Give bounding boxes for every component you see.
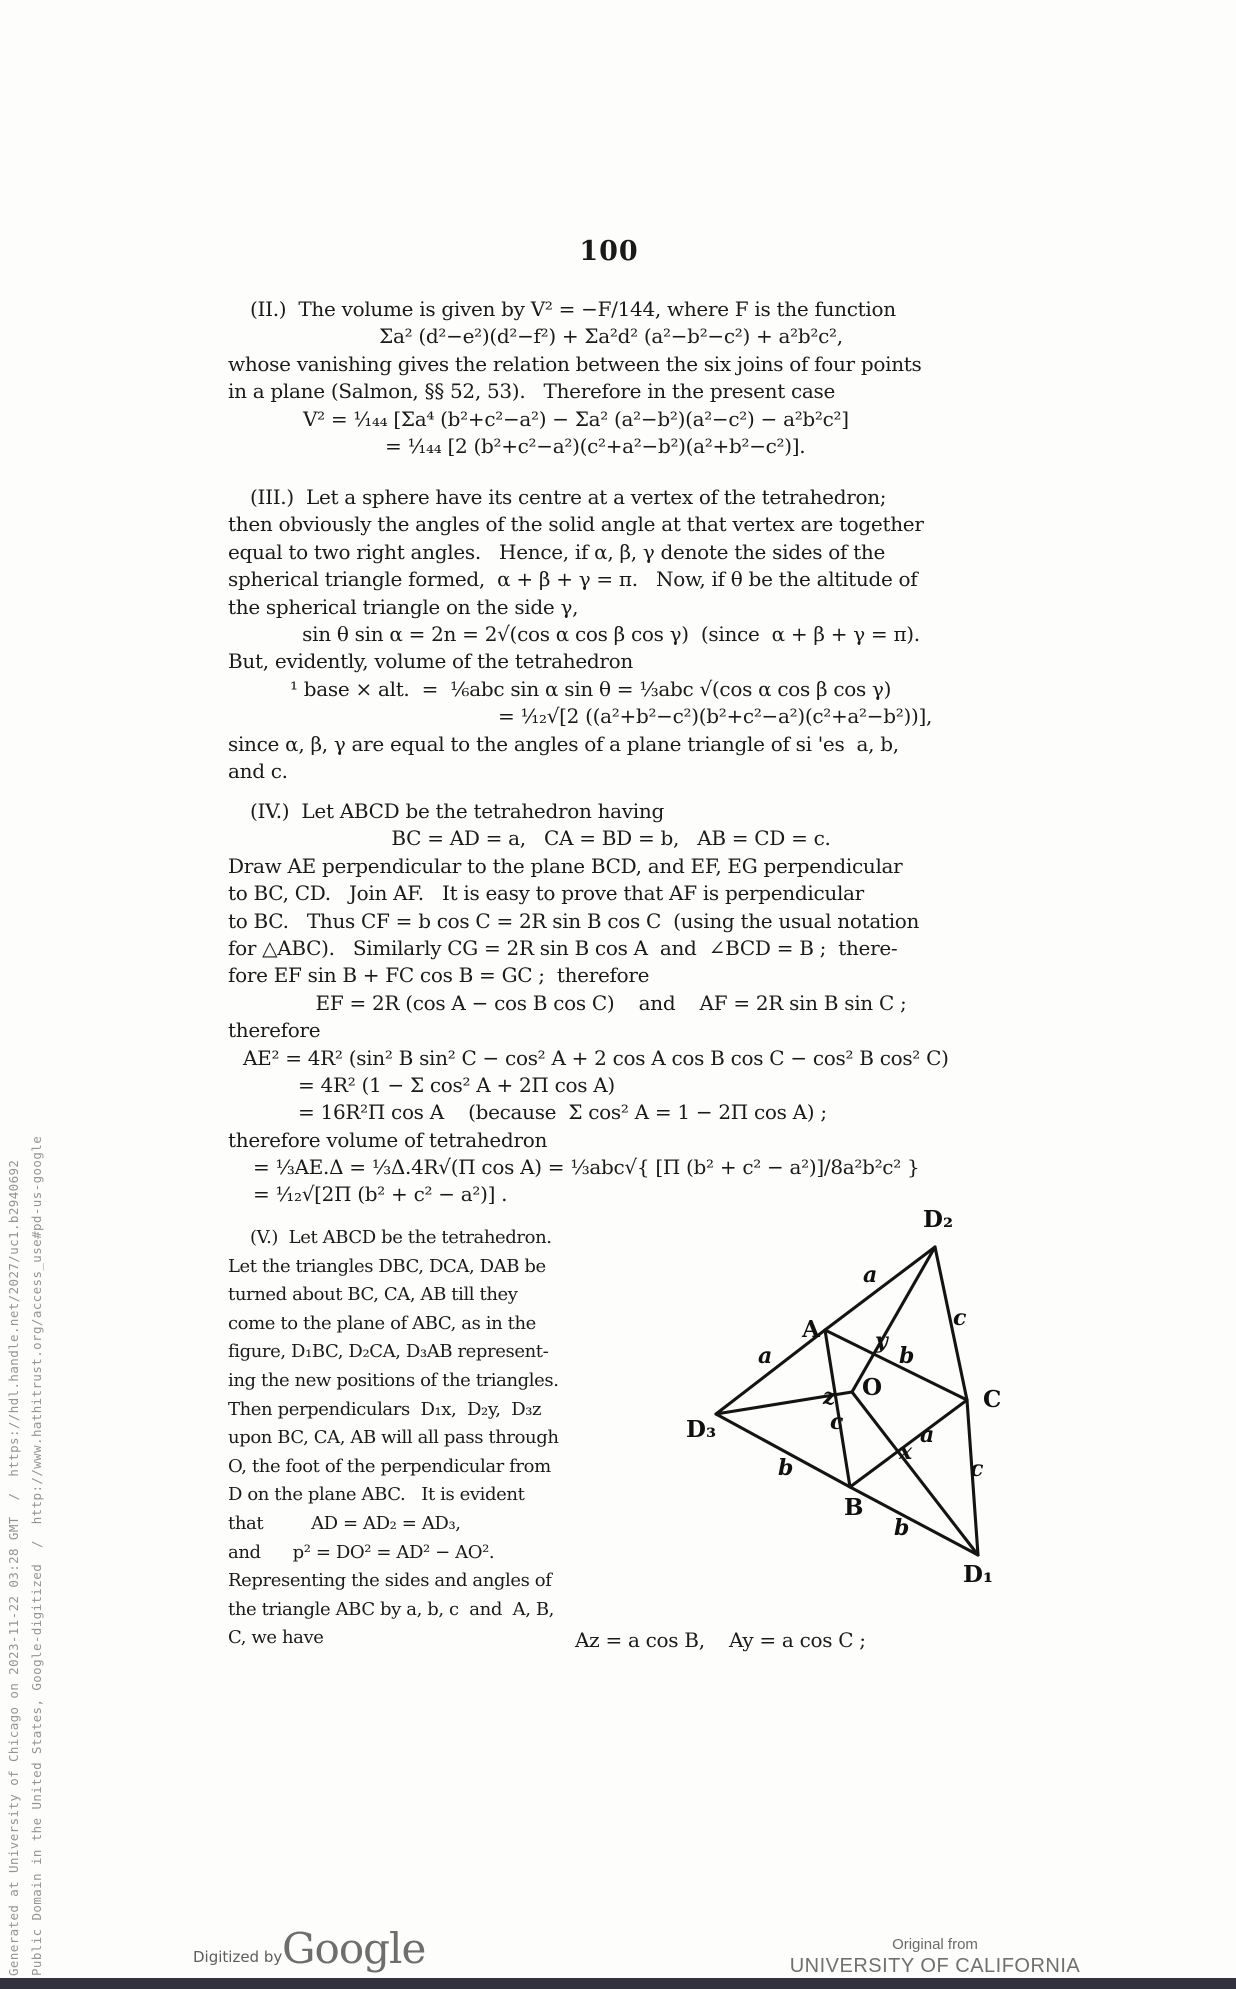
text-line: (V.) Let ABCD be the tetrahedron. [250, 1227, 552, 1248]
page-number: 100 [579, 236, 639, 267]
text-line: the triangle ABC by a, b, c and A, B, [228, 1598, 554, 1620]
text-line: BC = AD = a, CA = BD = b, AB = CD = c. [391, 826, 831, 851]
text-line: spherical triangle formed, α + β + γ = π. Now, if θ be the altitude of [228, 567, 918, 592]
text-line: ¹ base × alt. = ⅙abc sin α sin θ = ⅓abc √(cos α cos β cos γ) [290, 676, 892, 701]
text-line: fore EF sin B + FC cos B = GC ; therefore [228, 963, 650, 988]
figure-label-a: a [758, 1343, 773, 1369]
figure-label-c: c [830, 1409, 844, 1435]
figure-label-B: B [844, 1494, 864, 1521]
equation-az-ay: Az = a cos B, Ay = a cos C ; [575, 1628, 866, 1652]
sidebar-generated-stamp: Generated at University of Chicago on 2023-11-22 03:28 GMT / https://hdl.handle.net/2027/uc1.b2940692 [6, 1159, 21, 1976]
text-line: = 4R² (1 − Σ cos² A + 2Π cos A) [298, 1072, 615, 1097]
figure-label-b: b [778, 1455, 794, 1481]
text-line: V² = ¹⁄₁₄₄ [Σa⁴ (b²+c²−a²) − Σa² (a²−b²)(a²−c²) − a²b²c²] [303, 406, 849, 431]
text-line: turned about BC, CA, AB till they [228, 1284, 518, 1306]
text-line: Representing the sides and angles of [228, 1570, 552, 1592]
text-line: figure, D₁BC, D₂CA, D₃AB represent- [228, 1341, 549, 1363]
figure-label-D₂: D₂ [923, 1206, 954, 1233]
text-line: in a plane (Salmon, §§ 52, 53). Therefore in the present case [228, 379, 836, 404]
text-line: = ⅓AE.Δ = ⅓Δ.4R√(Π cos A) = ⅓abc√{ [Π (b² + c² − a²)]/8a²b²c² } [253, 1155, 920, 1180]
text-line: and c. [228, 758, 288, 783]
section-v-text-column [228, 1224, 580, 1653]
text-line: and p² = DO² = AD² − AO². [228, 1541, 495, 1563]
text-line: (II.) The volume is given by V² = −F/144, where F is the function [250, 297, 896, 321]
scan-edge-bar [0, 1978, 1236, 1989]
text-line: to BC, CD. Join AF. It is easy to prove that AF is perpendicular [228, 881, 864, 906]
text-line: come to the plane of ABC, as in the [228, 1312, 536, 1334]
figure-edge-C-A [825, 1330, 967, 1400]
text-line: sin θ sin α = 2n = 2√(cos α cos β cos γ) (since α + β + γ = π). [302, 621, 920, 646]
text-line: But, evidently, volume of the tetrahedron [228, 649, 633, 674]
digitized-by-label: Digitized by [193, 1948, 283, 1966]
section-iii [228, 484, 994, 785]
text-line: then obviously the angles of the solid angle at that vertex are together [228, 512, 924, 537]
text-line: = ¹⁄₁₂√[2Π (b² + c² − a²)] . [253, 1182, 508, 1207]
text-line: ing the new positions of the triangles. [228, 1369, 559, 1391]
figure-label-c: c [953, 1305, 967, 1331]
figure-label-a: a [920, 1422, 935, 1448]
text-line: = ¹⁄₁₄₄ [2 (b²+c²−a²)(c²+a²−b²)(a²+b²−c²)]. [385, 433, 806, 458]
sidebar-public-domain-stamp: Public Domain in the United States, Google-digitized / http://www.hathitrust.org/access_use#pd-us-google [29, 1135, 44, 1976]
text-line: O, the foot of the perpendicular from [228, 1455, 551, 1477]
figure-edge-A-D2 [825, 1247, 935, 1330]
original-from-block [780, 1936, 1090, 1978]
figure-edge-D1-B [850, 1487, 978, 1555]
institution-label: UNIVERSITY OF CALIFORNIA [789, 1955, 1081, 1977]
text-line: that AD = AD₂ = AD₃, [228, 1512, 461, 1534]
text-line: whose vanishing gives the relation between the six joins of four points [228, 351, 922, 376]
figure-label-x: x [899, 1439, 913, 1465]
figure-label-a: a [863, 1262, 878, 1288]
text-line: Let the triangles DBC, DCA, DAB be [228, 1255, 546, 1277]
text-line: therefore [228, 1018, 321, 1043]
section-ii [228, 296, 994, 460]
text-line: = 16R²Π cos A (because Σ cos² A = 1 − 2Π cos A) ; [298, 1100, 827, 1125]
figure-label-O: O [862, 1374, 883, 1401]
google-logo: Google [282, 1924, 426, 1973]
figure-label-z: z [823, 1384, 836, 1410]
text-line: AE² = 4R² (sin² B sin² C − cos² A + 2 cos A cos B cos C − cos² B cos² C) [243, 1045, 949, 1070]
tetrahedron-unfolding-figure [555, 1185, 1025, 1605]
text-line: (III.) Let a sphere have its centre at a vertex of the tetrahedron; [250, 485, 887, 509]
text-line: for △ABC). Similarly CG = 2R sin B cos A and ∠BCD = B ; there- [228, 935, 898, 960]
text-line: EF = 2R (cos A − cos B cos C) and AF = 2R sin B sin C ; [315, 990, 907, 1015]
figure-label-c: c [970, 1456, 984, 1482]
text-line: the spherical triangle on the side γ, [228, 594, 579, 619]
text-line: Draw AE perpendicular to the plane BCD, and EF, EG perpendicular [228, 853, 903, 878]
text-line: therefore volume of tetrahedron [228, 1127, 548, 1152]
figure-label-C: C [983, 1386, 1002, 1413]
text-line: Then perpendiculars D₁x, D₂y, D₃z [228, 1398, 542, 1420]
section-iv [228, 798, 994, 1209]
text-line: (IV.) Let ABCD be the tetrahedron having [250, 799, 664, 823]
figure-label-b: b [899, 1343, 915, 1369]
figure-label-D₃: D₃ [686, 1416, 717, 1443]
figure-svg [555, 1185, 1025, 1605]
text-line: to BC. Thus CF = b cos C = 2R sin B cos C (using the usual notation [228, 908, 920, 933]
text-line: Σa² (d²−e²)(d²−f²) + Σa²d² (a²−b²−c²) + a²b²c², [379, 324, 843, 349]
text-line: equal to two right angles. Hence, if α, β, γ denote the sides of the [228, 539, 886, 564]
figure-edge-D1-O [852, 1392, 978, 1555]
original-from-label: Original from [892, 1936, 978, 1953]
text-line: D on the plane ABC. It is evident [228, 1484, 525, 1506]
figure-label-A: A [802, 1316, 820, 1343]
text-line: upon BC, CA, AB will all pass through [228, 1427, 559, 1449]
figure-label-D₁: D₁ [963, 1561, 994, 1588]
text-line: C, we have [228, 1627, 324, 1649]
text-line: = ¹⁄₁₂√[2 ((a²+b²−c²)(b²+c²−a²)(c²+a²−b²))], [498, 704, 933, 729]
figure-label-b: b [894, 1515, 910, 1541]
text-line: since α, β, γ are equal to the angles of a plane triangle of si 'es a, b, [228, 731, 899, 756]
figure-label-y: y [875, 1328, 888, 1354]
